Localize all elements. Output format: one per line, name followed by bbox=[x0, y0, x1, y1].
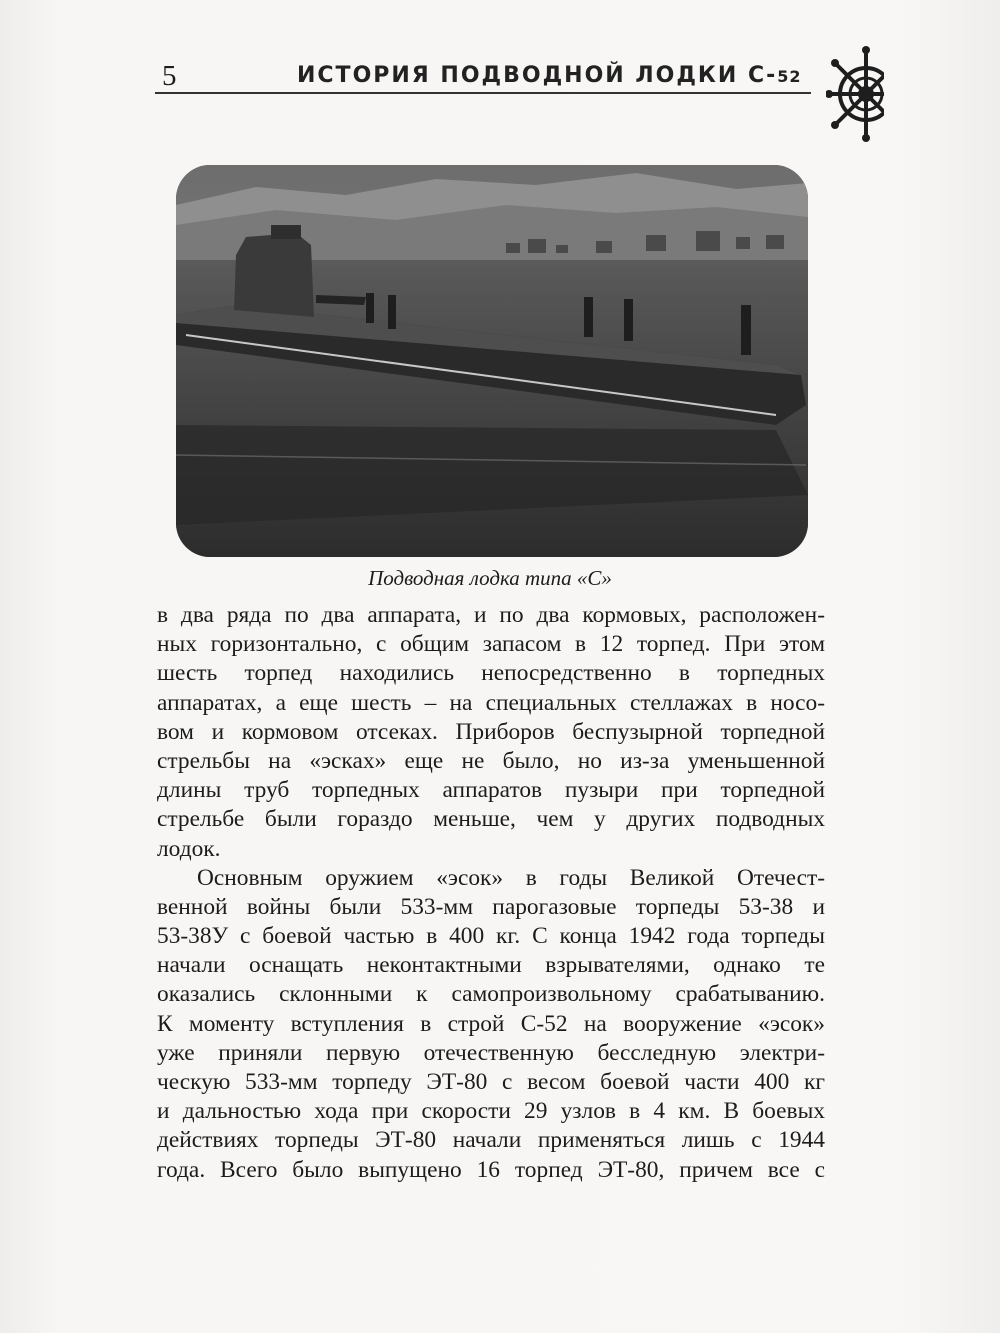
text-line: начали оснащать неконтактными взрывателями, однако те bbox=[157, 952, 825, 979]
ship-wheel-icon bbox=[826, 34, 884, 152]
running-title bbox=[297, 62, 802, 91]
photo-caption: Подводная лодка типа «С» bbox=[368, 566, 612, 590]
text-line: аппаратах, а еще шесть – на специальных стеллажах в носо- bbox=[157, 689, 825, 716]
text-line: ческую 533-мм торпеду ЭТ-80 с весом боевой части 400 кг bbox=[157, 1069, 825, 1095]
submarine-photo-drawing bbox=[176, 165, 808, 557]
text-line: оказались склонными к самопроизвольному срабатыванию. bbox=[157, 981, 825, 1008]
text-line: действиях торпеды ЭТ-80 начали применяться лишь с 1944 bbox=[157, 1127, 825, 1154]
text-line: вом и кормовом отсеках. Приборов беспузырной торпедной bbox=[157, 718, 825, 745]
text-line: К моменту вступления в строй С-52 на вооружение «эсок» bbox=[157, 1010, 825, 1037]
text-line: стрельбе были гораздо меньше, чем у других подводных bbox=[157, 806, 825, 833]
text-line: длины труб торпедных аппаратов пузыри при торпедной bbox=[157, 777, 825, 804]
body-text bbox=[157, 601, 825, 1185]
page-header bbox=[155, 58, 810, 94]
text-line: Основным оружием «эсок» в годы Великой Отечест- bbox=[197, 864, 825, 891]
text-line: и дальностью хода при скорости 29 узлов в 4 км. В боевых bbox=[157, 1098, 825, 1125]
text-line: года. Всего было выпущено 16 торпед ЭТ-80, причем все с bbox=[157, 1156, 825, 1183]
running-title-number: 52 bbox=[777, 67, 802, 86]
text-line: венной войны были 533-мм парогазовые торпеды 53-38 и bbox=[157, 893, 825, 920]
text-line: ных горизонтально, с общим запасом в 12 торпед. При этом bbox=[157, 631, 825, 658]
text-line: шесть торпед находились непосредственно в торпедных bbox=[157, 660, 825, 687]
text-line: лодок. bbox=[157, 835, 221, 862]
running-title-text: ИСТОРИЯ ПОДВОДНОЙ ЛОДКИ С- bbox=[297, 63, 778, 88]
text-line: 53-38У с боевой частью в 400 кг. С конца 1942 года торпеды bbox=[157, 923, 825, 950]
submarine-photo bbox=[176, 165, 808, 557]
page-number: 5 bbox=[162, 60, 177, 92]
header-rule bbox=[155, 92, 811, 94]
text-line: стрельбы на «эсках» еще не было, но из-за уменьшенной bbox=[157, 747, 825, 774]
text-line: уже приняли первую отечественную бесследную электри- bbox=[157, 1039, 825, 1066]
text-line: в два ряда по два аппарата, и по два кормовых, расположен- bbox=[157, 602, 825, 628]
